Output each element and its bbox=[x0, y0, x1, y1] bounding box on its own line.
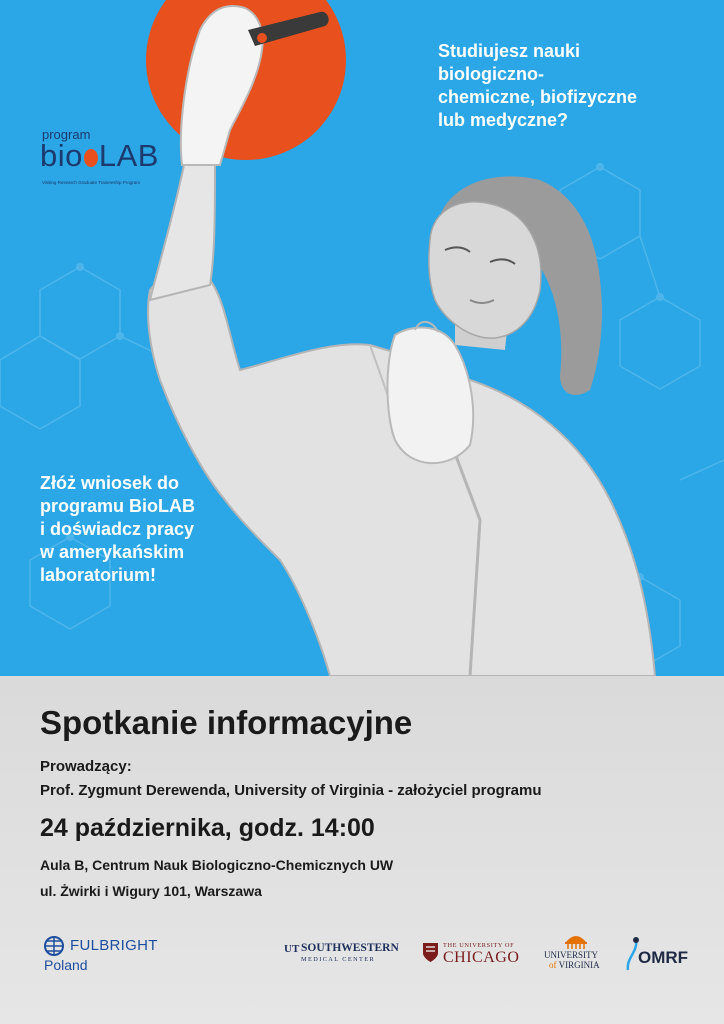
biolab-logo bbox=[40, 127, 170, 187]
apply-line: i doświadcz pracy bbox=[40, 519, 195, 539]
rotunda-icon bbox=[563, 932, 589, 950]
apply-line: Złóż wniosek do bbox=[40, 473, 180, 493]
event-venue: Aula B, Centrum Nauk Biologiczno-Chemicznych UW bbox=[40, 857, 394, 873]
apply-line: w amerykańskim bbox=[40, 542, 185, 562]
shield-icon bbox=[423, 943, 438, 962]
chicago-line1: THE UNIVERSITY OF bbox=[443, 942, 515, 949]
question-line: lub medyczne? bbox=[438, 110, 569, 130]
apply-call-to-action bbox=[40, 472, 260, 587]
logo-bio: bio bbox=[40, 138, 83, 173]
omrf-logo bbox=[624, 936, 689, 974]
logo-lab: LAB bbox=[98, 138, 159, 173]
apply-line: laboratorium! bbox=[40, 565, 157, 585]
omrf-name: OMRF bbox=[638, 948, 689, 967]
ut-mark: UT bbox=[284, 943, 300, 955]
uchicago-logo bbox=[423, 940, 535, 970]
uva-line1: UNIVERSITY bbox=[544, 950, 598, 960]
logo-tagline: Visiting Research Graduate Traineeship Program bbox=[42, 180, 140, 185]
logo-program-word: program bbox=[42, 127, 91, 142]
host-name: Prof. Zygmunt Derewenda, University of Virginia - założyciel programu bbox=[40, 782, 542, 799]
event-info-section bbox=[0, 676, 724, 1024]
ut-southwestern-logo bbox=[284, 940, 412, 970]
chicago-line2: CHICAGO bbox=[443, 949, 520, 966]
question-text bbox=[438, 40, 708, 132]
apply-line: programu BioLAB bbox=[40, 496, 195, 516]
fulbright-logo bbox=[40, 934, 180, 978]
uva-line2 bbox=[549, 960, 600, 970]
southwestern-sub: MEDICAL CENTER bbox=[301, 956, 376, 963]
question-line: chemiczne, biofizyczne bbox=[438, 87, 638, 107]
logo-wordmark bbox=[40, 138, 159, 174]
southwestern-name: SOUTHWESTERN bbox=[301, 942, 399, 954]
uva-of: of bbox=[549, 960, 557, 970]
host-label: Prowadzący: bbox=[40, 758, 132, 775]
question-line: Studiujesz nauki bbox=[438, 41, 581, 61]
event-date: 24 października, godz. 14:00 bbox=[40, 814, 375, 842]
uva-logo bbox=[544, 932, 614, 978]
fulbright-sub: Poland bbox=[44, 957, 88, 973]
fulbright-name: FULBRIGHT bbox=[70, 937, 158, 954]
flask-icon bbox=[84, 149, 98, 167]
event-title: Spotkanie informacyjne bbox=[40, 704, 413, 741]
question-line: biologiczno- bbox=[438, 64, 544, 84]
event-address: ul. Żwirki i Wigury 101, Warszawa bbox=[40, 883, 262, 899]
uva-name: VIRGINIA bbox=[558, 960, 600, 970]
globe-icon bbox=[44, 936, 64, 956]
